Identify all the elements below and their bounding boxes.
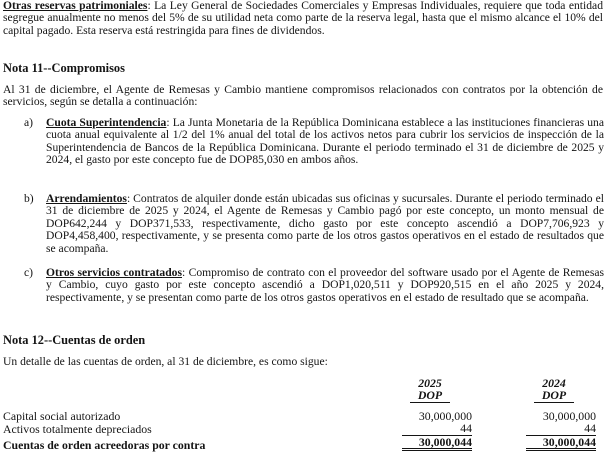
total-value-2025: 30,000,044 <box>402 436 472 451</box>
note-11-intro: Al 31 de diciembre, el Agente de Remesas y Cambio mantiene compromisos relacionados con contratos por la obtención de servicios, según se detalla a continuación: <box>3 83 603 109</box>
note-12-heading: Nota 12--Cuentas de orden <box>3 333 146 347</box>
item-title: Cuota Superintendencia <box>46 116 167 129</box>
item-title: Otros servicios contratados <box>46 266 182 279</box>
row-value-2024: 44 <box>526 422 596 435</box>
table-header-currency <box>3 389 606 401</box>
item-body <box>46 193 604 255</box>
reserves-text: : La Ley General de Sociedades Comerciales y Empresas Individuales, requiere que toda entidad segregue anualmente no menos del 5% de su utilidad neta como parte de la reserva legal, hasta que el mismo alcance el 10% del capital pagado. Esta reserva está restringida para fines de dividendos. <box>3 0 603 37</box>
row-label: Capital social autorizado <box>3 408 121 423</box>
item-marker: a) <box>24 116 34 129</box>
item-marker: c) <box>24 266 34 279</box>
item-text: : Contratos de alquiler donde están ubicadas sus oficinas y sucursales. Durante el periodo terminado el 31 de diciembre de 2025 y 2024, el Agente de Remesas y Cambio pagó por este concepto, un monto mensual de DOP642,244 y DOP371,533, respectivamente, dicho gasto por este concepto ascendió a DOP7,706,923 y DOP4,458,400, respectivamente, y se presenta como parte de los otros gastos operativos en el estado de resultados que se acompaña. <box>46 192 604 255</box>
total-value-2024: 30,000,044 <box>526 436 596 451</box>
commitment-item-b <box>24 193 604 255</box>
currency-header-2025: DOP <box>410 388 450 403</box>
note-12-intro: Un detalle de las cuentas de orden, al 31 de diciembre, es como sigue: <box>3 355 328 368</box>
row-label: Activos totalmente depreciados <box>3 422 152 437</box>
row-value-2025: 44 <box>402 422 472 435</box>
table-row <box>3 422 606 435</box>
total-label: Cuentas de orden acreedoras por contra <box>3 437 206 452</box>
row-value-2024: 30,000,000 <box>542 408 596 423</box>
table-total-row <box>3 436 606 451</box>
memorandum-accounts-table <box>3 377 606 451</box>
table-header-years <box>3 377 606 389</box>
item-text: : La Junta Monetaria de la República Dominicana establece a las instituciones financieras una cuota anual equivalente al 1/2 del 1% anual del total de los activos netos para cubrir los servicios de inspección de la Superintendencia de Bancos de la República Dominicana. Durante el periodo terminado el 31 de diciembre de 2025 y 2024, el gasto por este concepto fue de DOP85,030 en ambos años. <box>46 116 604 167</box>
commitment-item-a <box>24 117 604 167</box>
item-body <box>46 267 604 304</box>
reserves-paragraph <box>3 0 603 37</box>
note-11-heading: Nota 11--Compromisos <box>3 61 125 75</box>
commitment-item-c <box>24 267 604 304</box>
item-title: Arrendamientos <box>46 192 127 205</box>
year-header-2024: 2024 <box>542 376 566 390</box>
item-marker: b) <box>24 192 34 205</box>
year-header-2025: 2025 <box>418 376 442 390</box>
item-text: : Compromiso de contrato con el proveedor del software usado por el Agente de Remesas y Cambio, cuyo gasto por este concepto ascendió a DOP1,020,511 y DOP920,515 en el año 2025 y 2024, respectivamente, y se presentan como parte de los otros gastos operativos en el estado de resultado que se acompaña. <box>46 266 604 304</box>
currency-header-2024: DOP <box>534 388 574 403</box>
row-value-2025: 30,000,000 <box>418 408 472 423</box>
table-row <box>3 410 606 422</box>
reserves-title: Otras reservas patrimoniales <box>3 0 148 12</box>
item-body <box>46 117 604 167</box>
